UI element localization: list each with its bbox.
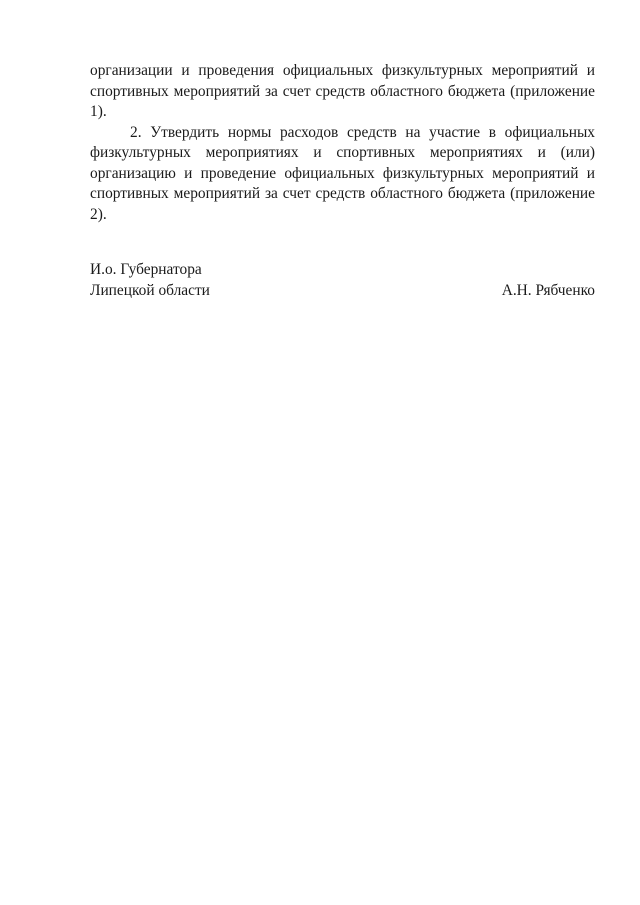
signature-block bbox=[90, 259, 595, 301]
signer-position-line2: Липецкой области bbox=[90, 282, 210, 299]
signer-name: А.Н. Рябченко bbox=[501, 282, 595, 299]
paragraph-item-2: 2. Утвердить нормы расходов средств на участие в официальных физкультурных мероприятиях и спортивных мероприятиях и (или) организацию и проведение официальных физкультурных мероприятий и спортивных мероприятий за счет средств областного бюджета (приложение 2). bbox=[90, 123, 595, 223]
paragraph-continuation: организации и проведения официальных физкультурных мероприятий и спортивных мероприятий за счет средств областного бюджета (приложение 1). bbox=[90, 62, 595, 120]
document-body bbox=[90, 61, 595, 225]
signature-row bbox=[90, 280, 595, 301]
signer-position-line1: И.о. Губернатора bbox=[90, 261, 202, 278]
